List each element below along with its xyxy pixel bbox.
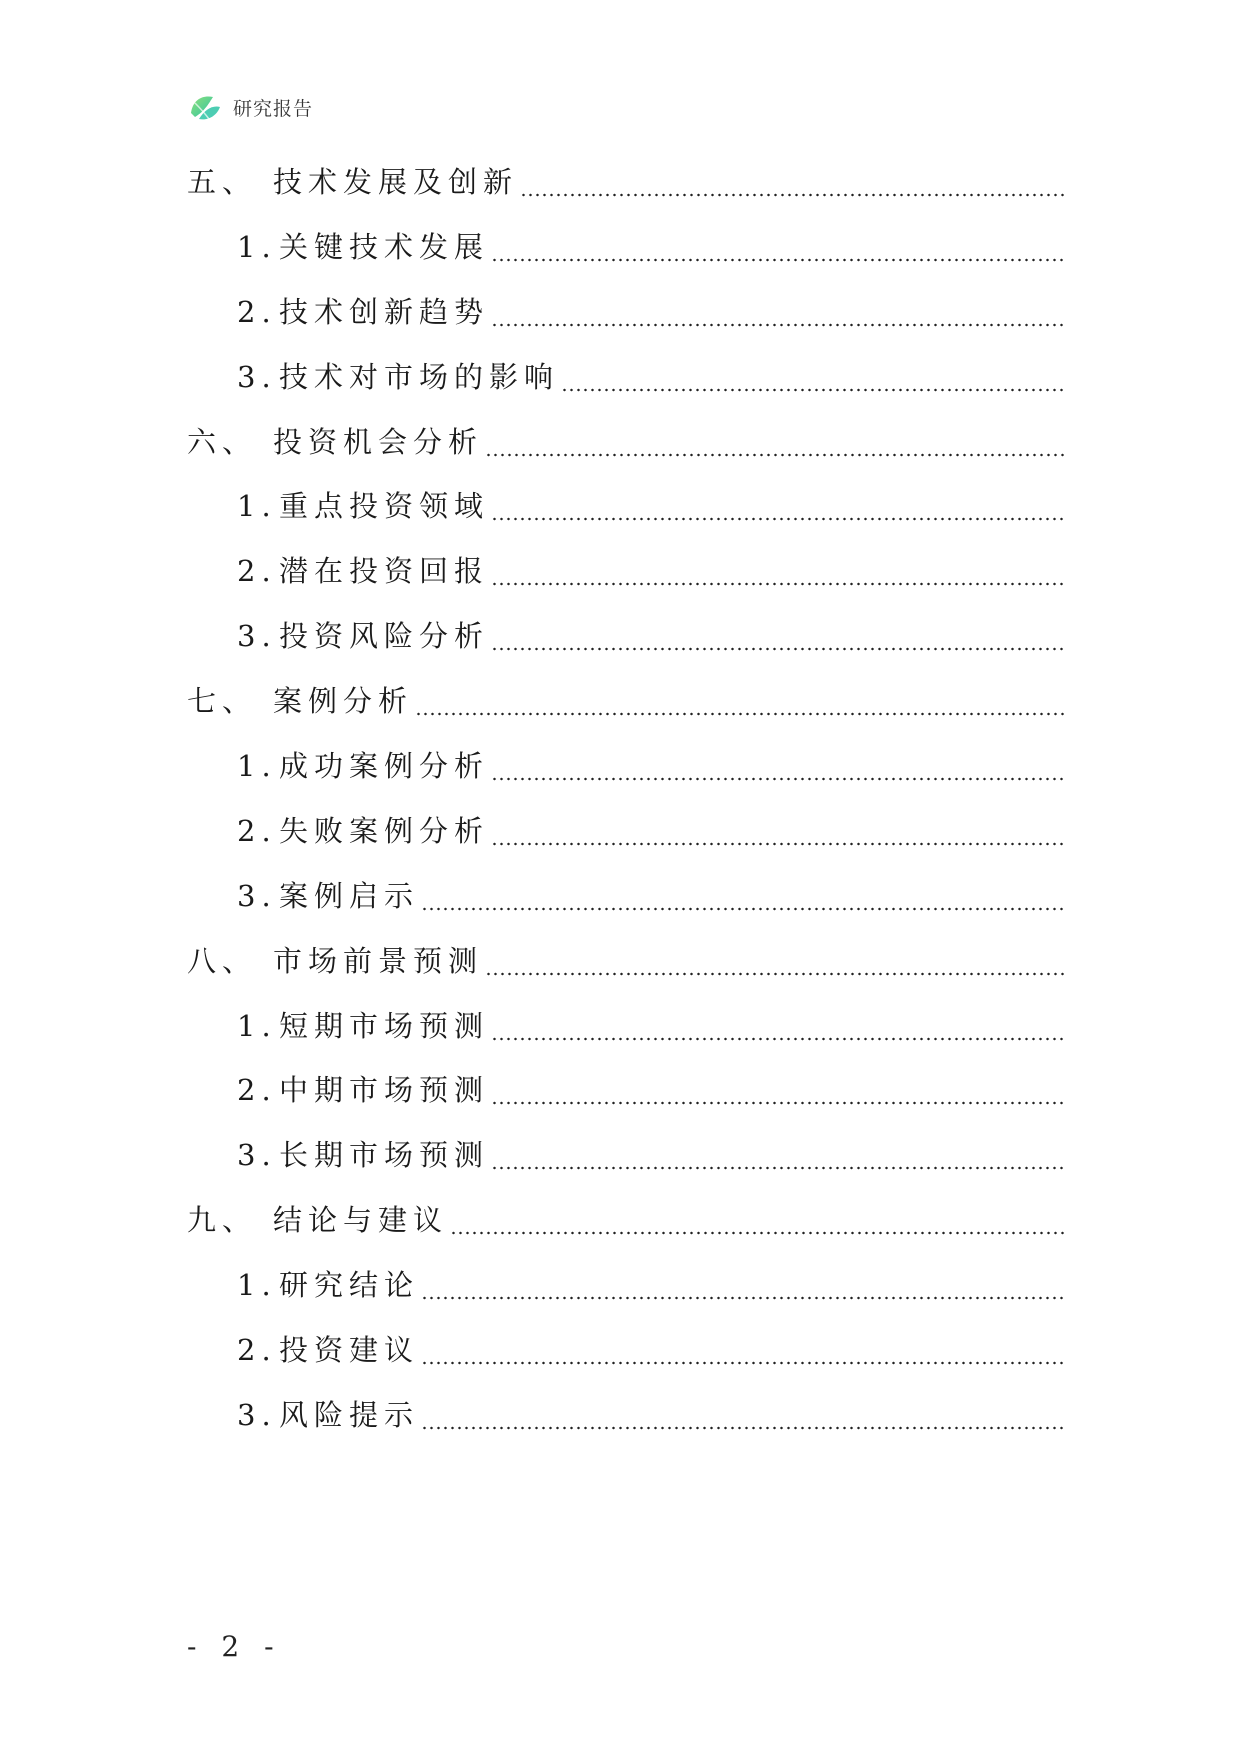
toc-entry-number: 2. (237, 294, 277, 329)
toc-entry-title: 案例分析 (273, 684, 414, 719)
header-title: 研究报告 (233, 97, 314, 120)
dot-leader (491, 1012, 1067, 1041)
toc-entry-title: 潜在投资回报 (279, 554, 490, 589)
toc-subsection-entry[interactable] (187, 1318, 1067, 1383)
toc-entry-number: 3. (237, 359, 277, 394)
toc-entry-number: 1. (237, 1008, 277, 1043)
toc-subsection-entry[interactable] (187, 1253, 1067, 1318)
toc-subsection-entry[interactable] (187, 1058, 1067, 1123)
dot-leader (491, 622, 1067, 651)
toc-entry-number: 五、 (187, 164, 258, 199)
toc-entry-title: 投资建议 (279, 1332, 420, 1367)
toc-entry-title: 技术发展及创新 (273, 164, 519, 199)
toc-subsection-entry[interactable] (187, 474, 1067, 539)
dot-leader (485, 428, 1067, 457)
toc-entry-number: 2. (237, 1332, 277, 1367)
toc-section-entry[interactable] (187, 929, 1067, 994)
toc-subsection-entry[interactable] (187, 345, 1067, 410)
dot-leader (491, 817, 1067, 846)
toc-entry-title: 市场前景预测 (273, 943, 484, 978)
page-number: - 2 - (187, 1630, 282, 1663)
dot-leader (491, 1076, 1067, 1105)
toc-section-entry[interactable] (187, 410, 1067, 475)
page-header (187, 88, 313, 126)
toc-subsection-entry[interactable] (187, 215, 1067, 280)
toc-subsection-entry[interactable] (187, 539, 1067, 604)
toc-entry-number: 六、 (187, 424, 258, 459)
toc-entry-number: 2. (237, 813, 277, 848)
toc-entry-title: 投资机会分析 (273, 424, 484, 459)
toc-entry-title: 投资风险分析 (279, 619, 490, 654)
toc-entry-number: 1. (237, 229, 277, 264)
toc-subsection-entry[interactable] (187, 734, 1067, 799)
toc-section-entry[interactable] (187, 1188, 1067, 1253)
toc-entry-title: 重点投资领域 (279, 489, 490, 524)
dot-leader (491, 752, 1067, 781)
toc-entry-title: 结论与建议 (273, 1203, 449, 1238)
dot-leader (415, 687, 1067, 716)
dot-leader (421, 1401, 1067, 1430)
dot-leader (485, 947, 1067, 976)
toc-entry-title: 短期市场预测 (279, 1008, 490, 1043)
toc-subsection-entry[interactable] (187, 864, 1067, 929)
toc-entry-number: 1. (237, 1268, 277, 1303)
dot-leader (491, 557, 1067, 586)
toc-entry-title: 技术创新趋势 (279, 294, 490, 329)
toc-subsection-entry[interactable] (187, 280, 1067, 345)
toc-entry-number: 1. (237, 748, 277, 783)
dot-leader (491, 492, 1067, 521)
toc-entry-title: 成功案例分析 (279, 748, 490, 783)
toc-entry-number: 3. (237, 878, 277, 913)
toc-entry-number: 3. (237, 619, 277, 654)
toc-subsection-entry[interactable] (187, 1123, 1067, 1188)
dot-leader (561, 363, 1067, 392)
toc-entry-number: 3. (237, 1397, 277, 1432)
toc-entry-number: 2. (237, 554, 277, 589)
toc-entry-title: 研究结论 (279, 1268, 420, 1303)
toc-entry-number: 1. (237, 489, 277, 524)
toc-entry-title: 中期市场预测 (279, 1073, 490, 1108)
dot-leader (421, 1336, 1067, 1365)
leaf-logo-icon (187, 89, 223, 125)
toc-entry-number: 八、 (187, 943, 258, 978)
dot-leader (421, 1271, 1067, 1300)
toc-entry-title: 长期市场预测 (279, 1138, 490, 1173)
dot-leader (491, 1141, 1067, 1170)
toc-subsection-entry[interactable] (187, 1383, 1067, 1448)
table-of-contents (187, 150, 1067, 1448)
toc-entry-title: 技术对市场的影响 (279, 359, 560, 394)
toc-subsection-entry[interactable] (187, 604, 1067, 669)
toc-subsection-entry[interactable] (187, 994, 1067, 1059)
toc-entry-number: 2. (237, 1073, 277, 1108)
toc-entry-number: 九、 (187, 1203, 258, 1238)
toc-entry-title: 失败案例分析 (279, 813, 490, 848)
dot-leader (491, 233, 1067, 262)
toc-entry-number: 3. (237, 1138, 277, 1173)
toc-entry-title: 风险提示 (279, 1397, 420, 1432)
dot-leader (491, 298, 1067, 327)
dot-leader (421, 882, 1067, 911)
toc-entry-number: 七、 (187, 684, 258, 719)
toc-entry-title: 关键技术发展 (279, 229, 490, 264)
toc-entry-title: 案例启示 (279, 878, 420, 913)
toc-section-entry[interactable] (187, 150, 1067, 215)
toc-section-entry[interactable] (187, 669, 1067, 734)
dot-leader (450, 1206, 1067, 1235)
dot-leader (520, 168, 1067, 197)
toc-subsection-entry[interactable] (187, 799, 1067, 864)
